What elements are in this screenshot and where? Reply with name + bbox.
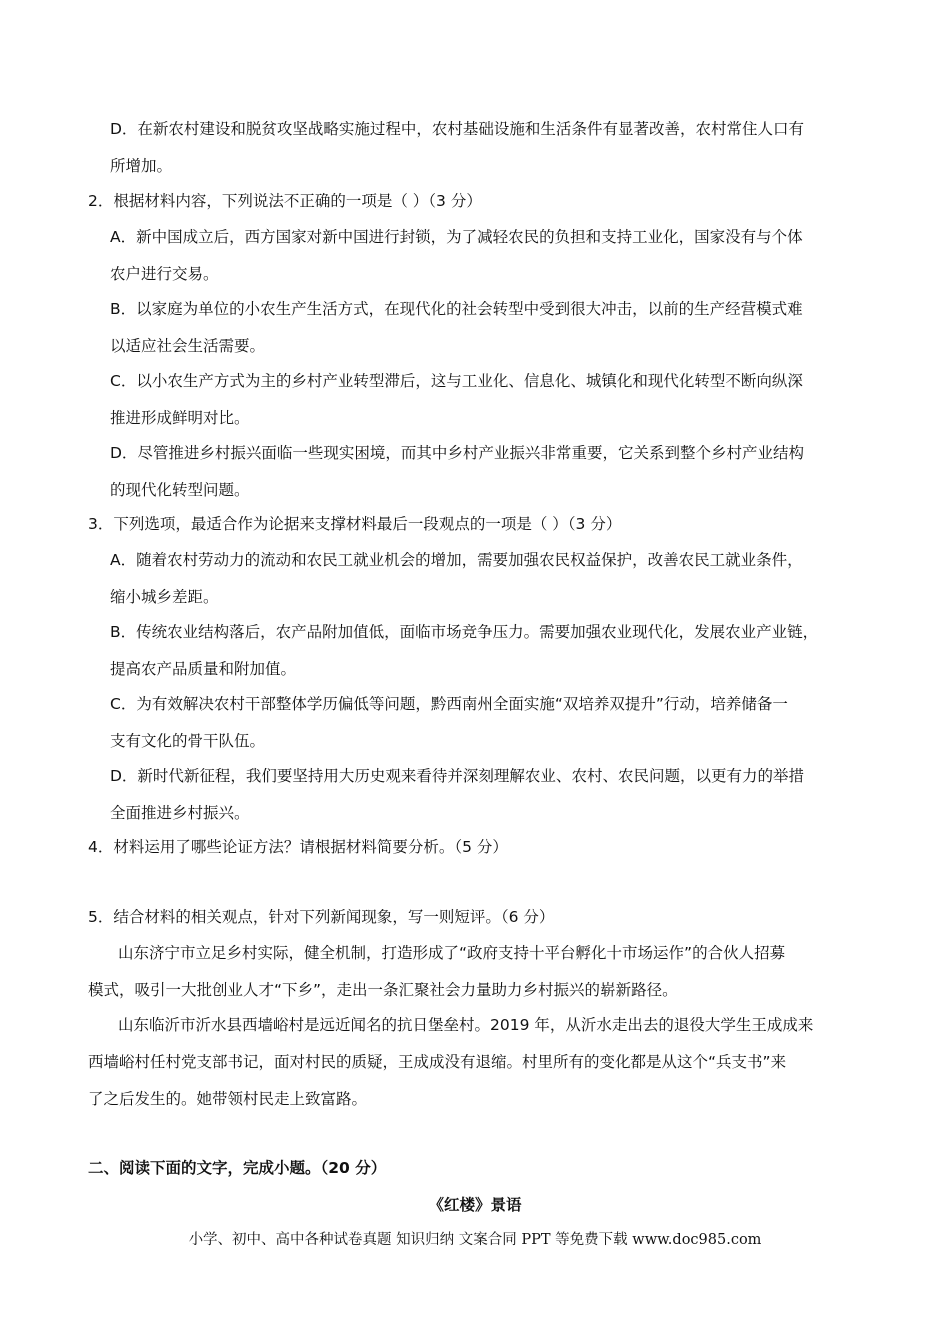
q3-option-b-line1: B．传统农业结构落后，农产品附加值低，面临市场竞争压力。需要加强农业现代化，发展农业产业链，: [110, 623, 819, 641]
q1-option-d-line2: 所增加。: [110, 157, 173, 175]
q2-option-c-line1: C．以小农生产方式为主的乡村产业转型滞后，这与工业化、信息化、城镇化和现代化转型不断向纵深: [110, 372, 803, 390]
q3-option-a-line2: 缩小城乡差距。: [110, 588, 219, 606]
q5-news-para1-line2: 模式，吸引一大批创业人才“下乡”，走出一条汇聚社会力量助力乡村振兴的崭新路径。: [88, 981, 678, 999]
q2-option-c-line2: 推进形成鲜明对比。: [110, 409, 250, 427]
q3-option-c-line1: C．为有效解决农村干部整体学历偏低等问题，黔西南州全面实施“双培养双提升”行动，培养储备一: [110, 695, 788, 713]
page-footer: 小学、初中、高中各种试卷真题 知识归纳 文案合同 PPT 等免费下载 www.doc985.com: [188, 1232, 762, 1248]
q5-news-para1-line1: 山东济宁市立足乡村实际，健全机制，打造形成了“政府支持十平台孵化十市场运作”的合伙人招募: [118, 944, 786, 962]
q5-stem: 5．结合材料的相关观点，针对下列新闻现象，写一则短评。（6 分）: [88, 908, 555, 926]
q5-news-para2-line2: 西墙峪村任村党支部书记，面对村民的质疑，王成成没有退缩。村里所有的变化都是从这个“兵支书”来: [88, 1053, 787, 1071]
q3-stem: 3．下列选项，最适合作为论据来支撑材料最后一段观点的一项是（ ）（3 分）: [88, 515, 622, 533]
q2-option-b-line1: B．以家庭为单位的小农生产生活方式，在现代化的社会转型中受到很大冲击，以前的生产经营模式难: [110, 300, 803, 318]
q3-option-b-line2: 提高农产品质量和附加值。: [110, 660, 297, 678]
q1-option-d-line1: D．在新农村建设和脱贫攻坚战略实施过程中，农村基础设施和生活条件有显著改善，农村常住人口有: [110, 120, 804, 138]
q3-option-d-line1: D．新时代新征程，我们要坚持用大历史观来看待并深刻理解农业、农村、农民问题，以更有力的举措: [110, 767, 804, 785]
q2-option-b-line2: 以适应社会生活需要。: [110, 337, 266, 355]
q3-option-d-line2: 全面推进乡村振兴。: [110, 804, 250, 822]
q2-option-d-line2: 的现代化转型问题。: [110, 481, 250, 499]
q2-option-a-line2: 农户进行交易。: [110, 265, 219, 283]
q4-stem: 4．材料运用了哪些论证方法？请根据材料简要分析。（5 分）: [88, 838, 508, 856]
q5-news-para2-line1: 山东临沂市沂水县西墙峪村是远近闻名的抗日堡垒村。2019 年，从沂水走出去的退役大学生王成成来: [118, 1016, 814, 1034]
section2-title: 《红楼》景语: [428, 1195, 522, 1214]
q3-option-a-line1: A．随着农村劳动力的流动和农民工就业机会的增加，需要加强农民权益保护，改善农民工就业条件，: [110, 551, 803, 569]
section2-heading: 二、阅读下面的文字，完成小题。（20 分）: [88, 1159, 387, 1177]
q2-option-a-line1: A．新中国成立后，西方国家对新中国进行封锁，为了减轻农民的负担和支持工业化，国家没有与个体: [110, 228, 803, 246]
q2-option-d-line1: D．尽管推进乡村振兴面临一些现实困境，而其中乡村产业振兴非常重要，它关系到整个乡村产业结构: [110, 444, 804, 462]
q3-option-c-line2: 支有文化的骨干队伍。: [110, 732, 266, 750]
q5-news-para2-line3: 了之后发生的。她带领村民走上致富路。: [88, 1090, 368, 1108]
q2-stem: 2．根据材料内容，下列说法不正确的一项是（ ）（3 分）: [88, 192, 482, 210]
